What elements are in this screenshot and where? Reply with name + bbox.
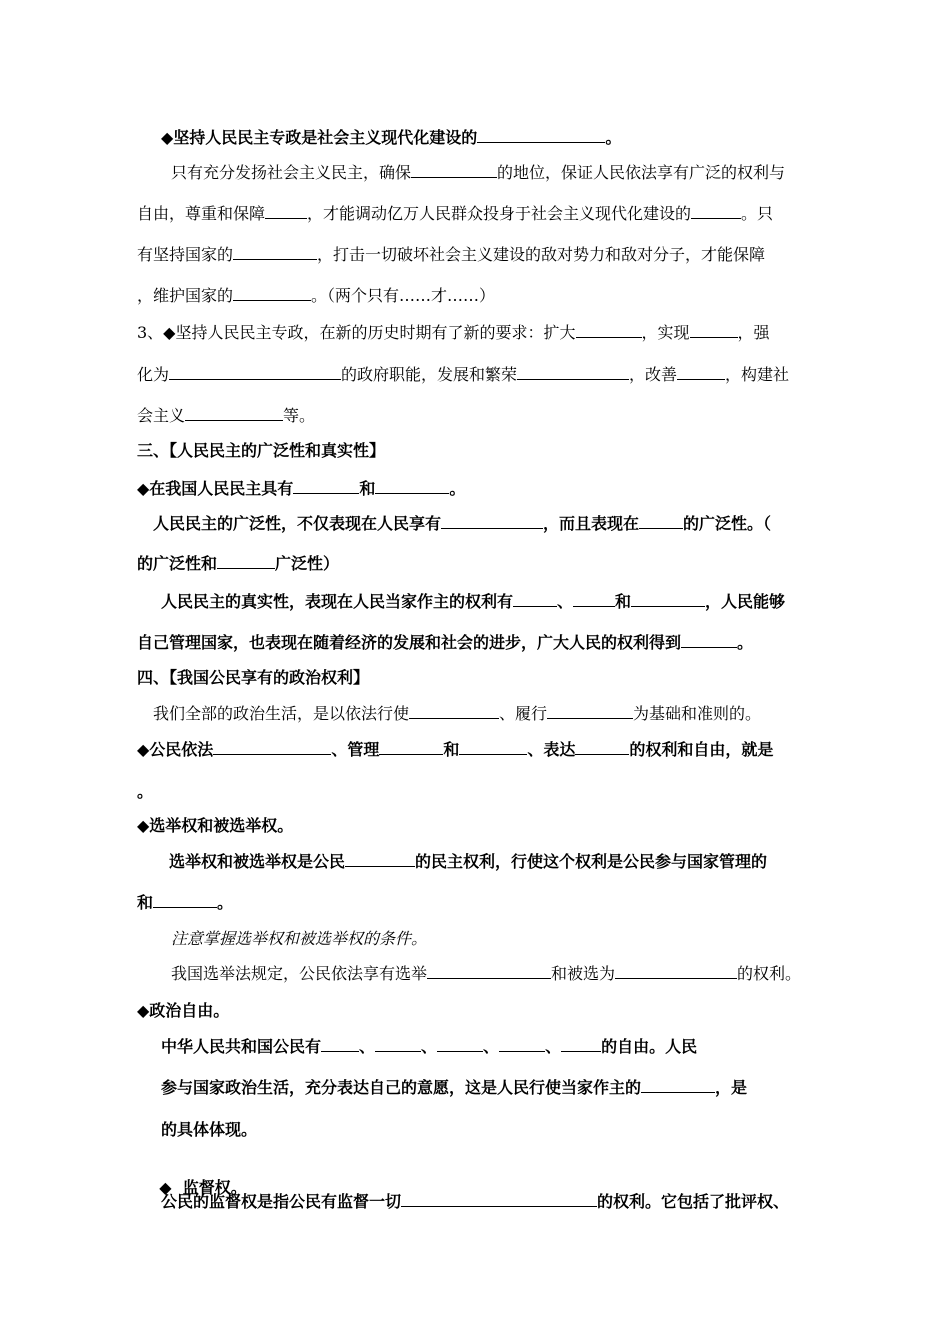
fill-blank[interactable] [401, 1191, 597, 1207]
text: 。只 [741, 204, 774, 223]
fill-blank[interactable] [213, 739, 331, 755]
line-26 [161, 1077, 815, 1099]
fill-blank[interactable] [265, 203, 307, 219]
text: 中华人民共和国公民有 [161, 1037, 322, 1056]
text: 的政府职能，发展和繁荣 [341, 365, 518, 384]
fill-blank[interactable] [691, 203, 741, 219]
text: 人民民主的广泛性，不仅表现在人民享有 [153, 514, 442, 533]
fill-blank[interactable] [375, 478, 449, 494]
fill-blank[interactable] [631, 591, 705, 607]
text: ，维护国家的 [137, 286, 234, 305]
fill-blank[interactable] [547, 703, 633, 719]
text: 。 [449, 479, 466, 498]
line-17 [137, 739, 815, 761]
text: 和 [359, 479, 376, 498]
fill-blank[interactable] [153, 892, 217, 908]
text: 公民的监督权是指公民有监督一切 [161, 1192, 402, 1211]
fill-blank[interactable] [185, 405, 283, 421]
fill-blank[interactable] [441, 513, 543, 529]
line-3 [137, 203, 815, 225]
text: 3、◆坚持人民民主专政，在新的历史时期有了新的要求：扩大 [137, 323, 576, 342]
text: 、 [359, 1037, 376, 1056]
line-14 [137, 632, 815, 654]
text: 、 [421, 1037, 438, 1056]
text: ◆选举权和被选举权。 [137, 816, 294, 835]
text: ，而且表现在 [543, 514, 640, 533]
text: 会主义 [137, 406, 186, 425]
text: 。（两个只有……才……） [311, 286, 496, 305]
text: 和 [137, 893, 154, 912]
fill-blank[interactable] [576, 322, 642, 338]
note-italic [171, 928, 815, 950]
text: ◆政治自由。 [137, 1001, 230, 1020]
text: 自由，尊重和保障 [137, 204, 266, 223]
text: ，构建社 [725, 365, 790, 384]
line-18 [137, 781, 815, 803]
text: ◆ 监督权。 [159, 1178, 247, 1197]
line-20 [169, 851, 815, 873]
text: 化为 [137, 365, 170, 384]
fill-blank[interactable] [641, 1077, 715, 1093]
fill-blank[interactable] [411, 162, 497, 178]
line-12 [137, 553, 815, 575]
fill-blank[interactable] [499, 1036, 545, 1052]
text: 的具体体现。 [161, 1120, 258, 1139]
line-25 [161, 1036, 815, 1058]
text: 的广泛性和 [137, 554, 218, 573]
text: ，强 [737, 323, 770, 342]
line-10 [137, 478, 815, 500]
text: 的自由。人民 [601, 1037, 698, 1056]
text: 。 [605, 128, 622, 147]
text: ◆公民依法 [137, 740, 214, 759]
fill-blank[interactable] [345, 851, 415, 867]
fill-blank[interactable] [409, 703, 499, 719]
fill-blank[interactable] [233, 244, 317, 260]
fill-blank[interactable] [459, 739, 527, 755]
text: 三、【人民民主的广泛性和真实性】 [137, 441, 386, 460]
text: 的权利。 [737, 964, 802, 983]
text: 、 [557, 592, 574, 611]
line-1 [161, 127, 815, 149]
text: 的民主权利，行使这个权利是公民参与国家管理的 [415, 852, 768, 871]
text: 等。 [283, 406, 316, 425]
fill-blank[interactable] [321, 1036, 359, 1052]
text: ，实现 [641, 323, 690, 342]
line-5 [137, 285, 815, 307]
subheading-election [137, 815, 815, 837]
text: 的广泛性。（ [683, 514, 772, 533]
line-21 [137, 892, 815, 914]
text: ◆坚持人民民主专政是社会主义现代化建设的 [161, 128, 478, 147]
line-13 [161, 591, 815, 613]
text: 的权利和自由，就是 [629, 740, 774, 759]
line-23 [171, 963, 815, 985]
fill-blank[interactable] [375, 1036, 421, 1052]
text: 和 [443, 740, 460, 759]
fill-blank[interactable] [573, 591, 615, 607]
fill-blank[interactable] [169, 364, 341, 380]
fill-blank[interactable] [639, 513, 683, 529]
text: 、管理 [331, 740, 380, 759]
line-29 [161, 1191, 815, 1213]
text: 、表达 [527, 740, 576, 759]
text: 我们全部的政治生活，是以依法行使 [153, 704, 410, 723]
text: 和被选为 [551, 964, 616, 983]
text: 为基础和准则的。 [633, 704, 762, 723]
fill-blank[interactable] [677, 364, 725, 380]
line-11 [153, 513, 815, 535]
fill-blank[interactable] [690, 322, 738, 338]
fill-blank[interactable] [517, 364, 629, 380]
line-7 [137, 364, 815, 386]
fill-blank[interactable] [437, 1036, 483, 1052]
fill-blank[interactable] [379, 739, 443, 755]
text: 、履行 [499, 704, 548, 723]
section-heading-4 [137, 667, 815, 689]
text: 和 [615, 592, 632, 611]
text: 的权利。它包括了批评权、 [597, 1192, 790, 1211]
text: ◆在我国人民民主具有 [137, 479, 294, 498]
text: 广泛性） [275, 554, 340, 573]
text: 。 [217, 893, 234, 912]
fill-blank[interactable] [293, 478, 359, 494]
text: ，是 [715, 1078, 748, 1097]
text: 、 [545, 1037, 562, 1056]
fill-blank[interactable] [575, 739, 629, 755]
text: ，打击一切破坏社会主义建设的敌对势力和敌对分子，才能保障 [317, 245, 766, 264]
text: ，改善 [629, 365, 678, 384]
line-27 [161, 1119, 815, 1141]
text: 的地位，保证人民依法享有广泛的权利与 [497, 163, 786, 182]
text: 选举权和被选举权是公民 [169, 852, 346, 871]
text: ，才能调动亿万人民群众投身于社会主义现代化建设的 [307, 204, 692, 223]
text: 有坚持国家的 [137, 245, 234, 264]
fill-blank[interactable] [513, 591, 557, 607]
text: 自己管理国家，也表现在随着经济的发展和社会的进步，广大人民的权利得到 [137, 633, 682, 652]
line-16 [153, 703, 815, 725]
text: 。 [137, 782, 154, 801]
line-8 [137, 405, 815, 427]
fill-blank[interactable] [217, 553, 275, 569]
text: 人民民主的真实性，表现在人民当家作主的权利有 [161, 592, 514, 611]
line-2 [171, 162, 815, 184]
text: 只有充分发扬社会主义民主，确保 [171, 163, 412, 182]
fill-blank[interactable] [477, 127, 605, 143]
section-heading-3 [137, 440, 815, 462]
text: 参与国家政治生活，充分表达自己的意愿，这是人民行使当家作主的 [161, 1078, 642, 1097]
text: ，人民能够 [705, 592, 786, 611]
fill-blank[interactable] [681, 632, 737, 648]
fill-blank[interactable] [615, 963, 737, 979]
line-6 [137, 322, 815, 344]
fill-blank[interactable] [427, 963, 551, 979]
text: 我国选举法规定，公民依法享有选举 [171, 964, 428, 983]
text: 。 [737, 633, 754, 652]
fill-blank[interactable] [561, 1036, 601, 1052]
text: 、 [483, 1037, 500, 1056]
line-4 [137, 244, 815, 266]
text: 注意掌握选举权和被选举权的条件。 [171, 929, 428, 948]
fill-blank[interactable] [233, 285, 311, 301]
text: 四、【我国公民享有的政治权利】 [137, 668, 370, 687]
subheading-political-freedom [137, 1000, 815, 1022]
